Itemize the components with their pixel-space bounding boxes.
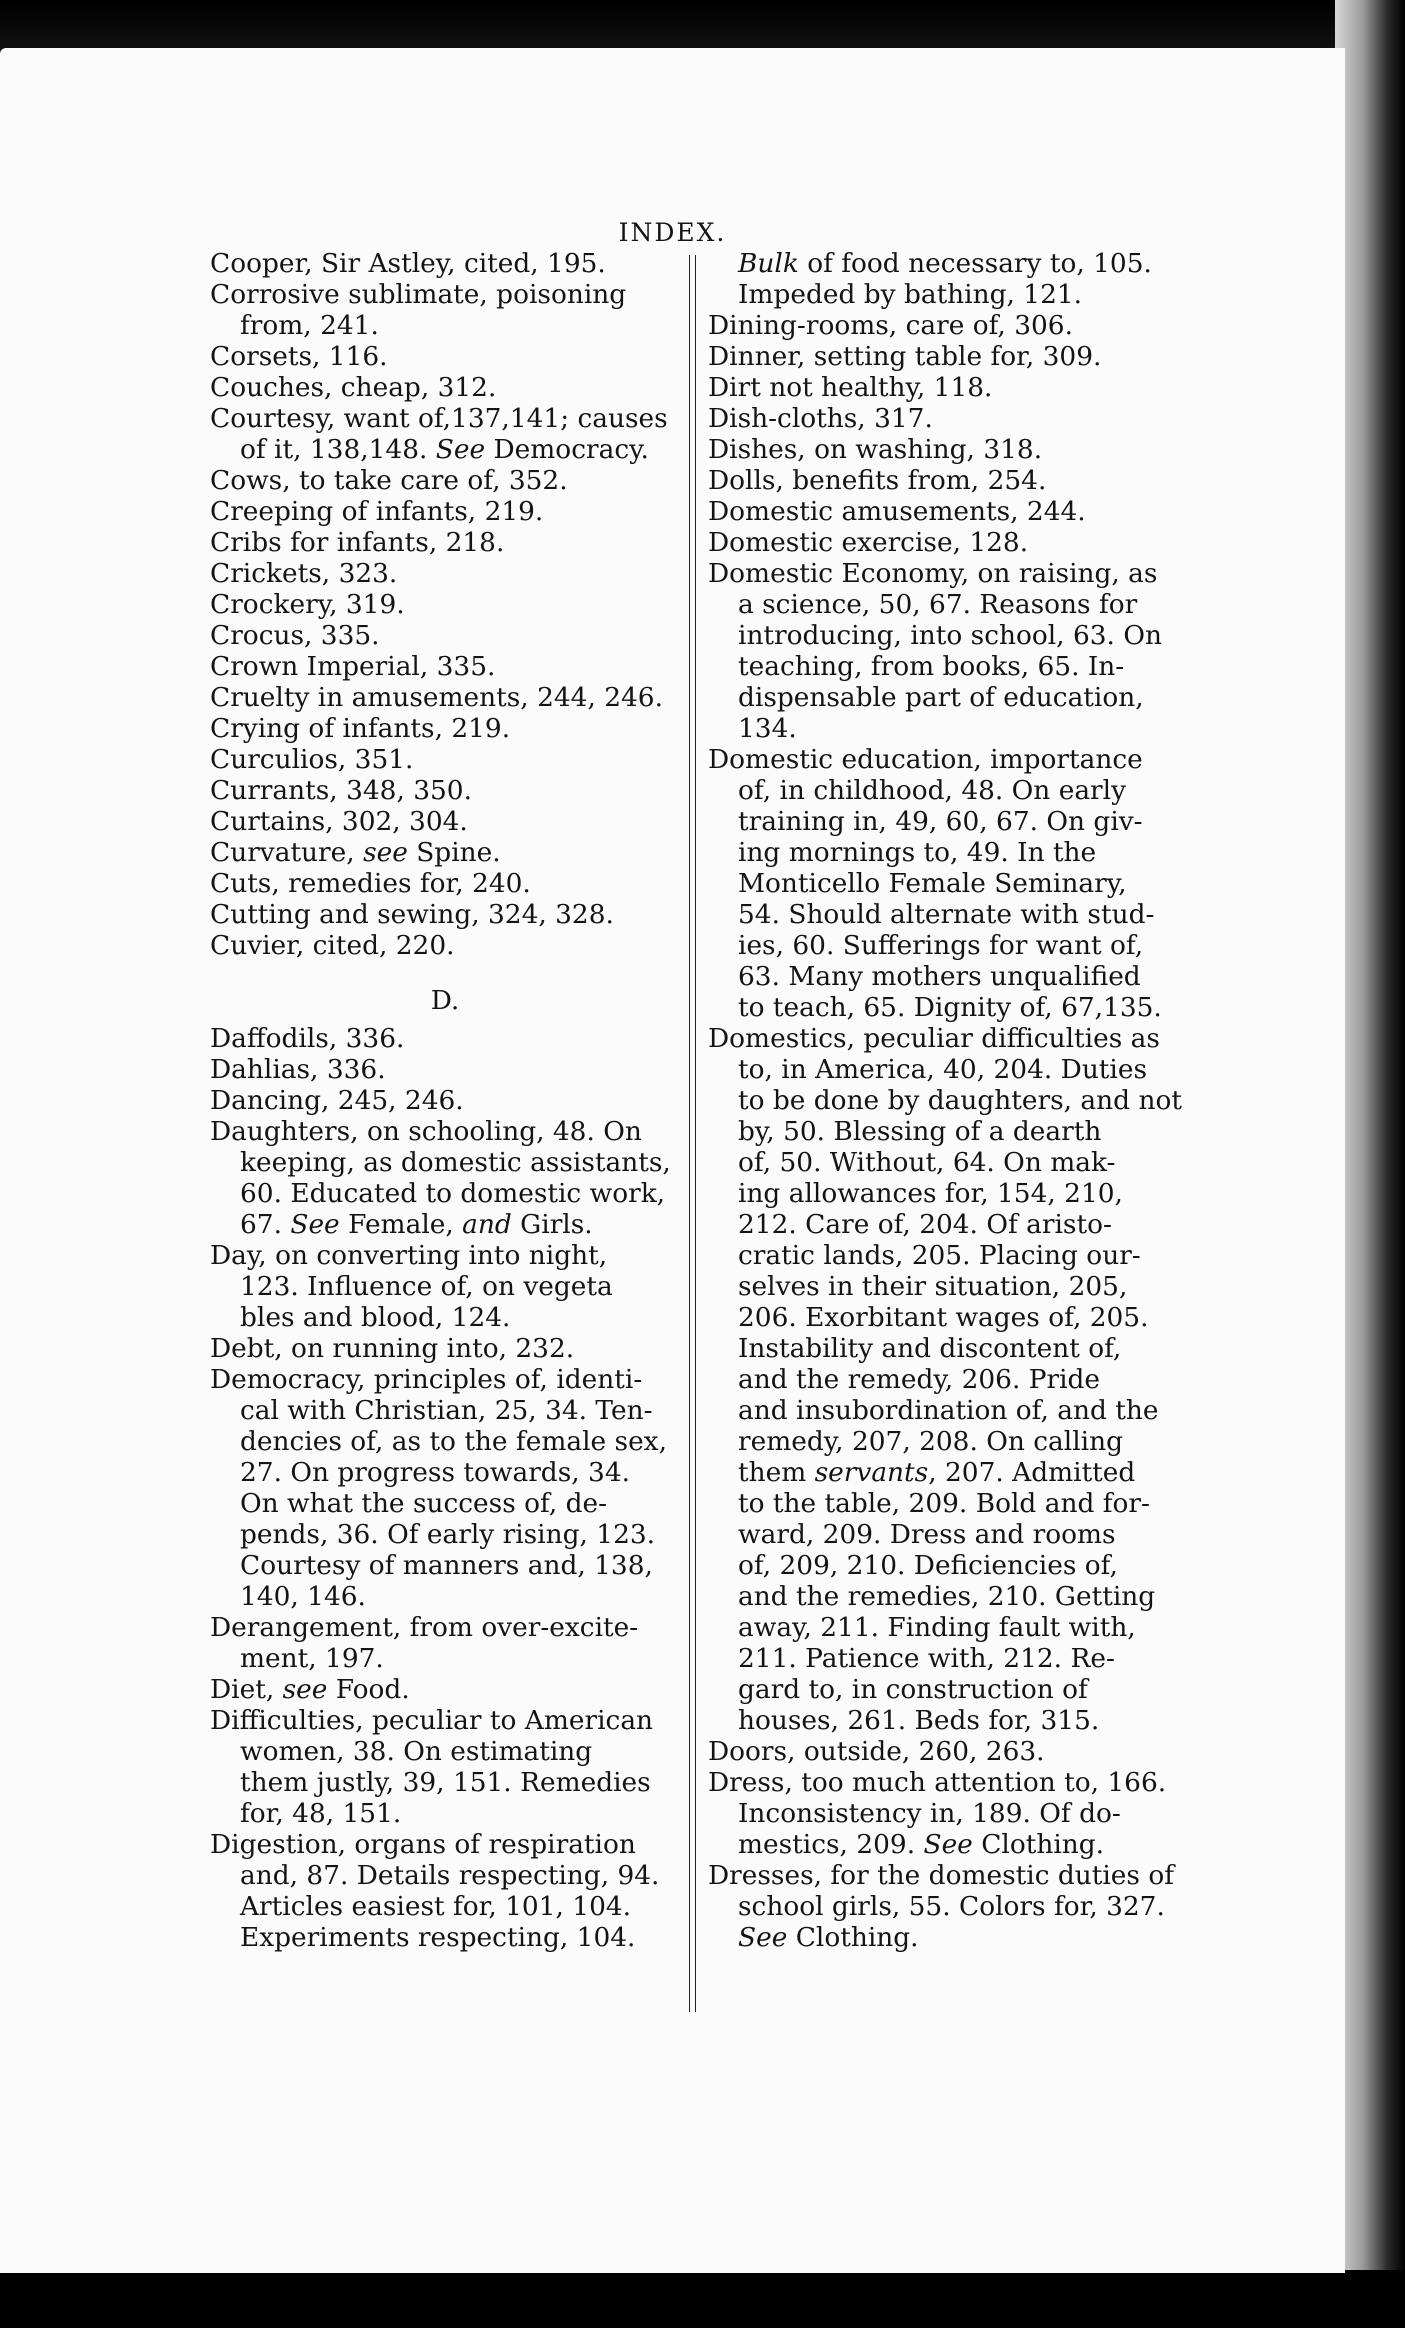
index-line: Dancing, 245, 246. (210, 1085, 464, 1116)
index-line: Courtesy of manners and, 138, (240, 1550, 653, 1581)
index-line: Impeded by bathing, 121. (738, 279, 1083, 310)
index-entry (210, 1085, 680, 1116)
index-entry (708, 527, 1176, 558)
continued-entry (708, 248, 1176, 310)
index-entry (708, 372, 1176, 403)
index-line: Crown Imperial, 335. (210, 651, 496, 682)
index-entry (708, 1736, 1176, 1767)
index-line: Cruelty in amusements, 244, 246. (210, 682, 663, 713)
index-line: ing mornings to, 49. In the (738, 837, 1097, 868)
index-entry (210, 1674, 680, 1705)
index-line: 67. See Female, and Girls. (240, 1209, 593, 1240)
index-entry (210, 1364, 680, 1612)
index-entry (210, 682, 680, 713)
index-entry (708, 1023, 1182, 1736)
index-line: cratic lands, 205. Placing our- (738, 1240, 1141, 1271)
index-line: for, 48, 151. (240, 1798, 402, 1829)
index-column-left (210, 248, 680, 1953)
index-line: to be done by daughters, and not (738, 1085, 1182, 1116)
index-line: them justly, 39, 151. Remedies (240, 1767, 651, 1798)
index-line: them servants, 207. Admitted (738, 1457, 1136, 1488)
index-line: ment, 197. (240, 1643, 384, 1674)
index-line: a science, 50, 67. Reasons for (738, 589, 1138, 620)
index-line: Dirt not healthy, 118. (708, 372, 993, 403)
index-line: Courtesy, want of,137,141; causes (210, 403, 668, 434)
column-rule (689, 255, 690, 2012)
index-entry (210, 620, 680, 651)
index-line: Curculios, 351. (210, 744, 414, 775)
index-line: Cows, to take care of, 352. (210, 465, 568, 496)
index-line: Daughters, on schooling, 48. On (210, 1116, 642, 1147)
index-line: teaching, from books, 65. In- (738, 651, 1125, 682)
index-line: 54. Should alternate with stud- (738, 899, 1155, 930)
index-line: Cuvier, cited, 220. (210, 930, 455, 961)
index-line: of it, 138,148. See Democracy. (240, 434, 649, 465)
index-line: Curvature, see Spine. (210, 837, 501, 868)
index-entry (708, 310, 1176, 341)
index-entry (210, 1705, 680, 1829)
index-line: See Clothing. (738, 1922, 919, 1953)
index-line: and, 87. Details respecting, 94. (240, 1860, 660, 1891)
index-line: keeping, as domestic assistants, (240, 1147, 671, 1178)
index-line: Articles easiest for, 101, 104. (240, 1891, 632, 1922)
index-line: 212. Care of, 204. Of aristo- (738, 1209, 1112, 1240)
index-line: 211. Patience with, 212. Re- (738, 1643, 1115, 1674)
index-line: to the table, 209. Bold and for- (738, 1488, 1150, 1519)
index-line: Crickets, 323. (210, 558, 398, 589)
index-entry (708, 403, 1176, 434)
index-line: and insubordination of, and the (738, 1395, 1159, 1426)
running-head: INDEX. (618, 218, 727, 247)
index-line: women, 38. On estimating (240, 1736, 593, 1767)
index-line: Domestic amusements, 244. (708, 496, 1086, 527)
index-entry (210, 558, 680, 589)
index-line: Day, on converting into night, (210, 1240, 608, 1271)
index-line: Domestic Economy, on raising, as (708, 558, 1158, 589)
index-line: Crocus, 335. (210, 620, 380, 651)
index-line: Diet, see Food. (210, 1674, 410, 1705)
index-entry (210, 372, 680, 403)
index-entry (210, 806, 680, 837)
index-entry (210, 589, 680, 620)
index-line: Corsets, 116. (210, 341, 388, 372)
index-entry (708, 465, 1176, 496)
index-line: introducing, into school, 63. On (738, 620, 1162, 651)
index-line: remedy, 207, 208. On calling (738, 1426, 1123, 1457)
index-line: from, 241. (240, 310, 379, 341)
index-entry (210, 465, 680, 496)
scan-right-edge (1335, 0, 1405, 2328)
index-entry (210, 279, 680, 341)
index-line: to teach, 65. Dignity of, 67,135. (738, 992, 1162, 1023)
index-line: Crying of infants, 219. (210, 713, 511, 744)
scan-top-shadow (0, 0, 1405, 52)
index-entry (210, 1333, 680, 1364)
index-entry (708, 341, 1176, 372)
index-line: Cooper, Sir Astley, cited, 195. (210, 248, 606, 279)
index-line: Curtains, 302, 304. (210, 806, 468, 837)
index-line: gard to, in construction of (738, 1674, 1088, 1705)
index-line: mestics, 209. See Clothing. (738, 1829, 1105, 1860)
index-entry (708, 744, 1176, 1023)
index-entry (210, 713, 680, 744)
index-entry (210, 837, 680, 868)
index-line: Domestic education, importance (708, 744, 1143, 775)
index-entry (210, 527, 680, 558)
index-entry (210, 744, 680, 775)
index-line: ward, 209. Dress and rooms (738, 1519, 1116, 1550)
index-entry (210, 1829, 680, 1953)
index-entry (210, 496, 680, 527)
index-line: Dishes, on washing, 318. (708, 434, 1043, 465)
index-line: Dish-cloths, 317. (708, 403, 933, 434)
index-line: Domestics, peculiar difficulties as (708, 1023, 1160, 1054)
index-line: 134. (738, 713, 797, 744)
index-entry (210, 930, 680, 961)
index-line: 63. Many mothers unqualified (738, 961, 1141, 992)
index-entry (210, 1116, 680, 1240)
index-line: Cribs for infants, 218. (210, 527, 505, 558)
index-line: Doors, outside, 260, 263. (708, 1736, 1045, 1767)
index-line: Derangement, from over-excite- (210, 1612, 639, 1643)
index-line: Dress, too much attention to, 166. (708, 1767, 1167, 1798)
index-entry (210, 1054, 680, 1085)
column-rule (695, 255, 696, 2012)
index-line: Creeping of infants, 219. (210, 496, 544, 527)
index-line: Difficulties, peculiar to American (210, 1705, 654, 1736)
index-line: Dolls, benefits from, 254. (708, 465, 1047, 496)
entries-right (708, 310, 1182, 1953)
index-entry (210, 868, 680, 899)
index-entry (708, 1767, 1176, 1860)
index-line: Bulk of food necessary to, 105. (738, 248, 1152, 279)
index-entry (210, 899, 680, 930)
index-line: Inconsistency in, 189. Of do- (738, 1798, 1121, 1829)
index-column-right (708, 248, 1182, 1953)
index-line: to, in America, 40, 204. Duties (738, 1054, 1148, 1085)
index-line: Cuts, remedies for, 240. (210, 868, 531, 899)
index-line: Dresses, for the domestic duties of (708, 1860, 1175, 1891)
index-entry (210, 248, 680, 279)
index-entry (708, 558, 1176, 744)
index-line: of, 50. Without, 64. On mak- (738, 1147, 1116, 1178)
index-line: cal with Christian, 25, 34. Ten- (240, 1395, 653, 1426)
index-line: Currants, 348, 350. (210, 775, 472, 806)
index-line: bles and blood, 124. (240, 1302, 511, 1333)
index-line: Monticello Female Seminary, (738, 868, 1127, 899)
index-line: ies, 60. Sufferings for want of, (738, 930, 1144, 961)
index-line: 27. On progress towards, 34. (240, 1457, 630, 1488)
index-line: Digestion, organs of respiration (210, 1829, 636, 1860)
index-line: school girls, 55. Colors for, 327. (738, 1891, 1165, 1922)
index-line: Daffodils, 336. (210, 1023, 405, 1054)
index-line: Dining-rooms, care of, 306. (708, 310, 1073, 341)
index-entry (210, 775, 680, 806)
scan-bottom-shadow (0, 2270, 1405, 2328)
index-entry (210, 1612, 680, 1674)
index-line: Corrosive sublimate, poisoning (210, 279, 627, 310)
index-line: away, 211. Finding fault with, (738, 1612, 1136, 1643)
index-entry (708, 496, 1176, 527)
index-line: 140, 146. (240, 1581, 366, 1612)
index-line: On what the success of, de- (240, 1488, 608, 1519)
index-line: by, 50. Blessing of a dearth (738, 1116, 1102, 1147)
index-line: Dahlias, 336. (210, 1054, 386, 1085)
index-line: Domestic exercise, 128. (708, 527, 1029, 558)
index-line: ing allowances for, 154, 210, (738, 1178, 1123, 1209)
index-line: pends, 36. Of early rising, 123. (240, 1519, 656, 1550)
index-entry (210, 403, 680, 465)
index-line: Dinner, setting table for, 309. (708, 341, 1102, 372)
index-line: Couches, cheap, 312. (210, 372, 497, 403)
section-letter-d: D. (430, 985, 460, 1016)
index-entry (708, 1860, 1176, 1953)
index-entry (210, 1023, 680, 1054)
index-line: Crockery, 319. (210, 589, 405, 620)
index-line: Cutting and sewing, 324, 328. (210, 899, 614, 930)
index-entry-continued (708, 248, 1176, 310)
index-line: training in, 49, 60, 67. On giv- (738, 806, 1143, 837)
index-line: selves in their situation, 205, (738, 1271, 1128, 1302)
index-line: Experiments respecting, 104. (240, 1922, 636, 1953)
index-line: houses, 261. Beds for, 315. (738, 1705, 1100, 1736)
index-line: 123. Influence of, on vegeta (240, 1271, 613, 1302)
index-entry (708, 434, 1176, 465)
index-line: dencies of, as to the female sex, (240, 1426, 667, 1457)
index-entry (210, 651, 680, 682)
index-line: and the remedy, 206. Pride (738, 1364, 1101, 1395)
index-entry (210, 1240, 680, 1333)
index-line: dispensable part of education, (738, 682, 1144, 713)
index-entry (210, 341, 680, 372)
index-line: Instability and discontent of, (738, 1333, 1122, 1364)
index-line: of, in childhood, 48. On early (738, 775, 1127, 806)
index-line: Democracy, principles of, identi- (210, 1364, 643, 1395)
index-line: and the remedies, 210. Getting (738, 1581, 1156, 1612)
entries-letter-c (210, 248, 680, 961)
index-line: Debt, on running into, 232. (210, 1333, 575, 1364)
entries-letter-d (210, 1023, 680, 1953)
index-line: of, 209, 210. Deficiencies of, (738, 1550, 1118, 1581)
index-line: 60. Educated to domestic work, (240, 1178, 666, 1209)
index-line: 206. Exorbitant wages of, 205. (738, 1302, 1149, 1333)
